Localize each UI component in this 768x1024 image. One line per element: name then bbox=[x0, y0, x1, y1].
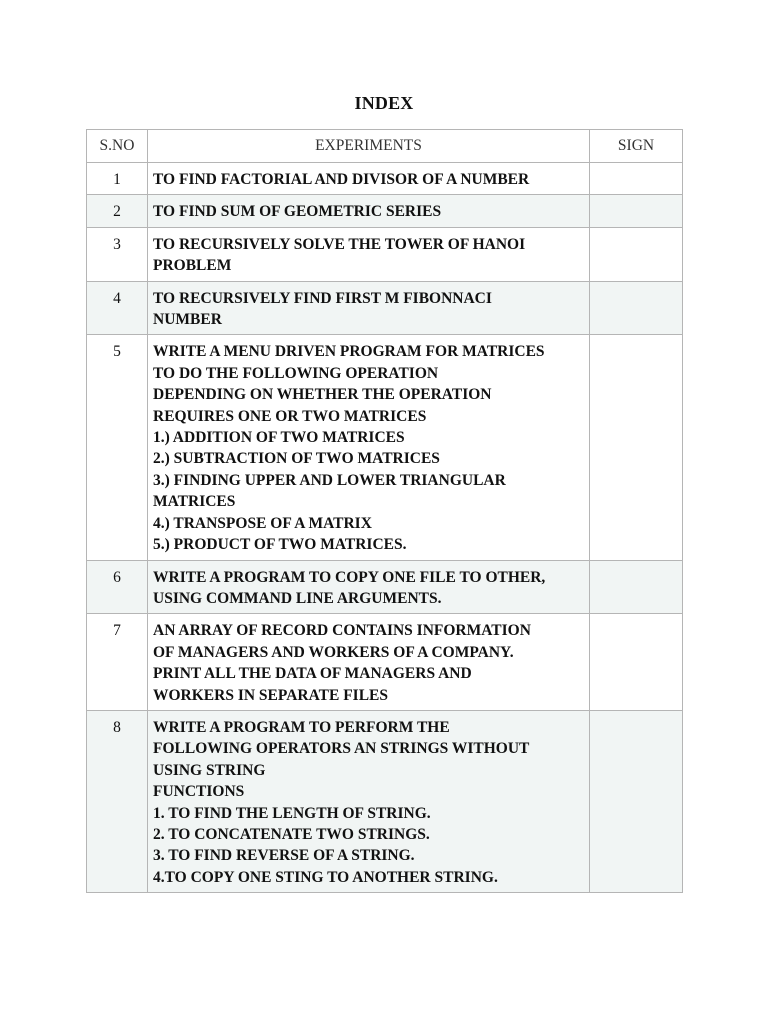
experiment-line: NUMBER bbox=[153, 311, 222, 329]
experiment-line: 2. TO CONCATENATE TWO STRINGS. bbox=[153, 825, 430, 843]
experiment-line: DEPENDING ON WHETHER THE OPERATION bbox=[153, 386, 492, 404]
row-sno: 2 bbox=[87, 195, 148, 227]
row-experiment bbox=[148, 614, 590, 711]
row-experiment bbox=[148, 335, 590, 560]
row-sign bbox=[590, 560, 683, 614]
experiment-line: 4.TO COPY ONE STING TO ANOTHER STRING. bbox=[153, 868, 498, 886]
experiment-line: TO FIND SUM OF GEOMETRIC SERIES bbox=[153, 203, 442, 221]
experiment-line: TO DO THE FOLLOWING OPERATION bbox=[153, 364, 439, 382]
header-sno: S.NO bbox=[87, 130, 148, 163]
row-sign bbox=[590, 227, 683, 281]
header-experiments: EXPERIMENTS bbox=[148, 130, 590, 163]
experiment-line: USING COMMAND LINE ARGUMENTS. bbox=[153, 589, 442, 607]
experiment-line: AN ARRAY OF RECORD CONTAINS INFORMATION bbox=[153, 622, 531, 640]
experiment-line: MATRICES bbox=[153, 493, 236, 511]
row-sno: 1 bbox=[87, 163, 148, 195]
row-sno: 4 bbox=[87, 281, 148, 335]
experiment-line: USING STRING bbox=[153, 761, 266, 779]
experiment-line: PROBLEM bbox=[153, 257, 232, 275]
table-row bbox=[87, 281, 683, 335]
row-experiment bbox=[148, 227, 590, 281]
header-row bbox=[87, 130, 683, 163]
row-experiment bbox=[148, 195, 590, 227]
experiment-line: 1.) ADDITION OF TWO MATRICES bbox=[153, 429, 405, 447]
row-experiment bbox=[148, 163, 590, 195]
page-title: INDEX bbox=[354, 93, 414, 113]
experiment-line: FOLLOWING OPERATORS AN STRINGS WITHOUT bbox=[153, 740, 530, 758]
row-sno: 6 bbox=[87, 560, 148, 614]
table-row bbox=[87, 227, 683, 281]
table-body bbox=[87, 163, 683, 893]
experiment-line: WRITE A MENU DRIVEN PROGRAM FOR MATRICES bbox=[153, 343, 545, 361]
row-sign bbox=[590, 710, 683, 892]
row-experiment bbox=[148, 560, 590, 614]
row-sign bbox=[590, 195, 683, 227]
row-sno: 5 bbox=[87, 335, 148, 560]
table-row bbox=[87, 560, 683, 614]
experiment-line: REQUIRES ONE OR TWO MATRICES bbox=[153, 407, 427, 425]
experiment-line: TO RECURSIVELY SOLVE THE TOWER OF HANOI bbox=[153, 235, 526, 253]
row-sno: 8 bbox=[87, 710, 148, 892]
experiment-line: WORKERS IN SEPARATE FILES bbox=[153, 686, 388, 704]
table-row bbox=[87, 163, 683, 195]
experiment-line: 2.) SUBTRACTION OF TWO MATRICES bbox=[153, 450, 440, 468]
experiment-line: 3.) FINDING UPPER AND LOWER TRIANGULAR bbox=[153, 471, 506, 489]
experiment-line: WRITE A PROGRAM TO PERFORM THE bbox=[153, 718, 450, 736]
table-row bbox=[87, 710, 683, 892]
experiment-line: WRITE A PROGRAM TO COPY ONE FILE TO OTHER, bbox=[153, 568, 546, 586]
index-table bbox=[86, 129, 683, 893]
row-sign bbox=[590, 614, 683, 711]
row-sign bbox=[590, 281, 683, 335]
experiment-line: 3. TO FIND REVERSE OF A STRING. bbox=[153, 847, 415, 865]
table-row bbox=[87, 195, 683, 227]
experiment-line: TO RECURSIVELY FIND FIRST M FIBONNACI bbox=[153, 289, 492, 307]
row-experiment bbox=[148, 710, 590, 892]
table-row bbox=[87, 335, 683, 560]
row-sno: 7 bbox=[87, 614, 148, 711]
experiment-line: PRINT ALL THE DATA OF MANAGERS AND bbox=[153, 665, 472, 683]
row-sign bbox=[590, 163, 683, 195]
experiment-line: 5.) PRODUCT OF TWO MATRICES. bbox=[153, 536, 407, 554]
table-row bbox=[87, 614, 683, 711]
row-experiment bbox=[148, 281, 590, 335]
experiment-line: TO FIND FACTORIAL AND DIVISOR OF A NUMBER bbox=[153, 171, 530, 188]
experiment-line: FUNCTIONS bbox=[153, 783, 245, 801]
experiment-line: OF MANAGERS AND WORKERS OF A COMPANY. bbox=[153, 643, 514, 661]
header-sign: SIGN bbox=[590, 130, 683, 163]
row-sign bbox=[590, 335, 683, 560]
experiment-line: 4.) TRANSPOSE OF A MATRIX bbox=[153, 514, 372, 532]
experiment-line: 1. TO FIND THE LENGTH OF STRING. bbox=[153, 804, 431, 822]
row-sno: 3 bbox=[87, 227, 148, 281]
